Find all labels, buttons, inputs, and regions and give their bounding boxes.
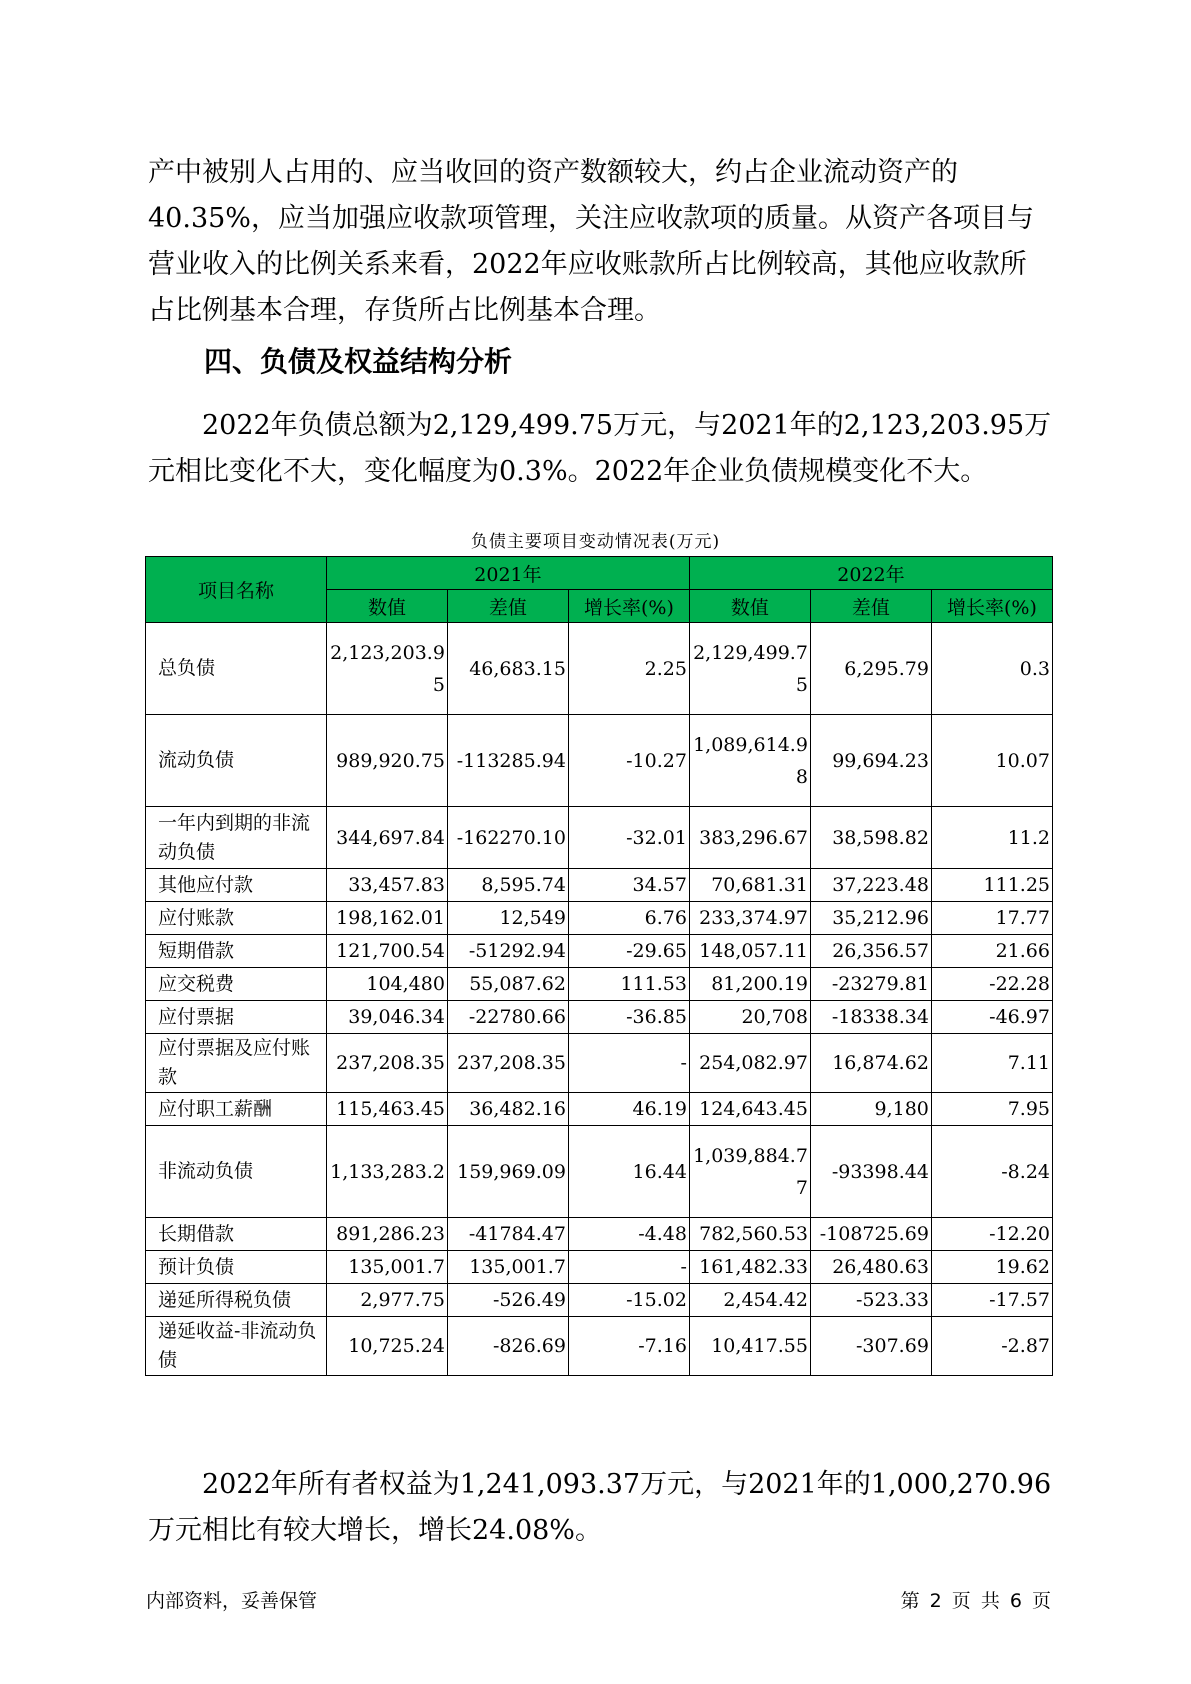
cell-value-2022: 254,082.97	[689, 1034, 810, 1093]
cell-rate-2022: 7.11	[931, 1034, 1052, 1093]
cell-value-2022: 81,200.19	[689, 968, 810, 1001]
row-name: 其他应付款	[146, 869, 327, 902]
cell-rate-2021: -15.02	[568, 1284, 689, 1317]
footer-page-number: 第 2 页 共 6 页	[900, 1590, 1051, 1612]
cell-value-2021: 33,457.83	[326, 869, 447, 902]
cell-diff-2021: 36,482.16	[447, 1093, 568, 1126]
row-name: 应交税费	[146, 968, 327, 1001]
cell-diff-2021: -526.49	[447, 1284, 568, 1317]
paragraph-assets-analysis: 产中被别人占用的、应当收回的资产数额较大，约占企业流动资产的40.35%，应当加强应收款项管理，关注应收款项的质量。从资产各项目与营业收入的比例关系来看，2022年应收账款所占比例较高，其他应收款所占比例基本合理，存货所占比例基本合理。	[148, 157, 1034, 326]
table-row	[146, 1093, 1053, 1126]
cell-diff-2022: 37,223.48	[810, 869, 931, 902]
paragraph-equity: 2022年所有者权益为1,241,093.37万元，与2021年的1,000,270.96万元相比有较大增长，增长24.08%。	[148, 1469, 1052, 1546]
cell-diff-2022: -93398.44	[810, 1126, 931, 1218]
cell-diff-2021: -113285.94	[447, 715, 568, 807]
cell-rate-2021: 46.19	[568, 1093, 689, 1126]
cell-diff-2021: 135,001.7	[447, 1251, 568, 1284]
row-name: 总负债	[146, 623, 327, 715]
table-row	[146, 902, 1053, 935]
cell-rate-2022: -22.28	[931, 968, 1052, 1001]
cell-value-2021: 104,480	[326, 968, 447, 1001]
table-row	[146, 935, 1053, 968]
row-name: 应付票据及应付账款	[146, 1034, 327, 1093]
cell-rate-2021: -	[568, 1251, 689, 1284]
cell-value-2021: 1,133,283.2	[326, 1126, 447, 1218]
header-value-2022: 数值	[689, 590, 810, 623]
cell-rate-2022: 111.25	[931, 869, 1052, 902]
row-name: 长期借款	[146, 1218, 327, 1251]
table-row	[146, 869, 1053, 902]
cell-diff-2021: -41784.47	[447, 1218, 568, 1251]
cell-rate-2022: 0.3	[931, 623, 1052, 715]
cell-rate-2022: 10.07	[931, 715, 1052, 807]
table-row	[146, 1034, 1053, 1093]
cell-value-2021: 344,697.84	[326, 807, 447, 869]
cell-rate-2022: 11.2	[931, 807, 1052, 869]
cell-diff-2022: 26,356.57	[810, 935, 931, 968]
cell-value-2022: 2,129,499.75	[689, 623, 810, 715]
header-diff-2022: 差值	[810, 590, 931, 623]
table-row	[146, 1126, 1053, 1218]
cell-diff-2022: -23279.81	[810, 968, 931, 1001]
cell-diff-2021: 46,683.15	[447, 623, 568, 715]
row-name: 非流动负债	[146, 1126, 327, 1218]
cell-value-2022: 70,681.31	[689, 869, 810, 902]
cell-value-2022: 148,057.11	[689, 935, 810, 968]
row-name: 一年内到期的非流动负债	[146, 807, 327, 869]
row-name: 递延所得税负债	[146, 1284, 327, 1317]
cell-rate-2022: 19.62	[931, 1251, 1052, 1284]
cell-rate-2021: -29.65	[568, 935, 689, 968]
cell-value-2022: 383,296.67	[689, 807, 810, 869]
cell-diff-2021: 12,549	[447, 902, 568, 935]
cell-diff-2022: 38,598.82	[810, 807, 931, 869]
cell-diff-2021: 55,087.62	[447, 968, 568, 1001]
cell-value-2021: 10,725.24	[326, 1317, 447, 1376]
row-name: 流动负债	[146, 715, 327, 807]
cell-diff-2021: 8,595.74	[447, 869, 568, 902]
header-year-2022: 2022年	[689, 557, 1052, 590]
cell-value-2021: 891,286.23	[326, 1218, 447, 1251]
header-year-2021: 2021年	[326, 557, 689, 590]
header-value-2021: 数值	[326, 590, 447, 623]
table-row	[146, 623, 1053, 715]
cell-rate-2022: -8.24	[931, 1126, 1052, 1218]
cell-rate-2021: -32.01	[568, 807, 689, 869]
table-row	[146, 1317, 1053, 1376]
cell-diff-2022: 6,295.79	[810, 623, 931, 715]
header-rate-2022: 增长率(%)	[931, 590, 1052, 623]
cell-value-2021: 121,700.54	[326, 935, 447, 968]
cell-diff-2021: -51292.94	[447, 935, 568, 968]
cell-diff-2021: -826.69	[447, 1317, 568, 1376]
table-row	[146, 1251, 1053, 1284]
cell-rate-2022: -2.87	[931, 1317, 1052, 1376]
table-row	[146, 807, 1053, 869]
cell-rate-2022: 7.95	[931, 1093, 1052, 1126]
cell-rate-2021: 111.53	[568, 968, 689, 1001]
cell-rate-2022: 21.66	[931, 935, 1052, 968]
row-name: 应付账款	[146, 902, 327, 935]
row-name: 应付职工薪酬	[146, 1093, 327, 1126]
cell-rate-2022: 17.77	[931, 902, 1052, 935]
header-diff-2021: 差值	[447, 590, 568, 623]
cell-diff-2022: 16,874.62	[810, 1034, 931, 1093]
table-row	[146, 1284, 1053, 1317]
row-name: 应付票据	[146, 1001, 327, 1034]
cell-diff-2022: -18338.34	[810, 1001, 931, 1034]
cell-diff-2022: 35,212.96	[810, 902, 931, 935]
cell-diff-2021: -162270.10	[447, 807, 568, 869]
row-name: 预计负债	[146, 1251, 327, 1284]
header-item-name: 项目名称	[146, 557, 327, 623]
cell-value-2021: 115,463.45	[326, 1093, 447, 1126]
cell-value-2022: 1,089,614.98	[689, 715, 810, 807]
cell-rate-2022: -46.97	[931, 1001, 1052, 1034]
cell-rate-2021: 16.44	[568, 1126, 689, 1218]
liabilities-table	[145, 556, 1053, 1376]
table-row	[146, 968, 1053, 1001]
cell-rate-2021: -10.27	[568, 715, 689, 807]
cell-diff-2021: 159,969.09	[447, 1126, 568, 1218]
cell-rate-2021: -4.48	[568, 1218, 689, 1251]
cell-rate-2021: 34.57	[568, 869, 689, 902]
cell-rate-2022: -12.20	[931, 1218, 1052, 1251]
table-body	[146, 623, 1053, 1376]
cell-value-2021: 237,208.35	[326, 1034, 447, 1093]
cell-rate-2021: 6.76	[568, 902, 689, 935]
cell-value-2022: 782,560.53	[689, 1218, 810, 1251]
cell-diff-2022: -307.69	[810, 1317, 931, 1376]
cell-value-2022: 1,039,884.77	[689, 1126, 810, 1218]
cell-value-2021: 198,162.01	[326, 902, 447, 935]
row-name: 递延收益-非流动负债	[146, 1317, 327, 1376]
table-row	[146, 715, 1053, 807]
cell-diff-2022: 26,480.63	[810, 1251, 931, 1284]
cell-rate-2021: 2.25	[568, 623, 689, 715]
cell-value-2021: 135,001.7	[326, 1251, 447, 1284]
cell-rate-2021: -36.85	[568, 1001, 689, 1034]
cell-rate-2021: -	[568, 1034, 689, 1093]
cell-rate-2022: -17.57	[931, 1284, 1052, 1317]
header-rate-2021: 增长率(%)	[568, 590, 689, 623]
paragraph-liabilities-total: 2022年负债总额为2,129,499.75万元，与2021年的2,123,203.95万元相比变化不大，变化幅度为0.3%。2022年企业负债规模变化不大。	[148, 410, 1052, 487]
cell-value-2022: 10,417.55	[689, 1317, 810, 1376]
table-caption: 负债主要项目变动情况表(万元)	[470, 532, 721, 552]
cell-value-2021: 989,920.75	[326, 715, 447, 807]
cell-value-2022: 161,482.33	[689, 1251, 810, 1284]
cell-value-2021: 2,977.75	[326, 1284, 447, 1317]
cell-diff-2022: 9,180	[810, 1093, 931, 1126]
cell-diff-2022: -523.33	[810, 1284, 931, 1317]
table-row	[146, 1001, 1053, 1034]
cell-diff-2022: -108725.69	[810, 1218, 931, 1251]
cell-diff-2022: 99,694.23	[810, 715, 931, 807]
cell-value-2021: 39,046.34	[326, 1001, 447, 1034]
cell-diff-2021: 237,208.35	[447, 1034, 568, 1093]
cell-value-2022: 20,708	[689, 1001, 810, 1034]
footer-confidential: 内部资料，妥善保管	[146, 1590, 318, 1612]
cell-value-2022: 2,454.42	[689, 1284, 810, 1317]
cell-diff-2021: -22780.66	[447, 1001, 568, 1034]
cell-value-2022: 233,374.97	[689, 902, 810, 935]
row-name: 短期借款	[146, 935, 327, 968]
cell-rate-2021: -7.16	[568, 1317, 689, 1376]
cell-value-2021: 2,123,203.95	[326, 623, 447, 715]
cell-value-2022: 124,643.45	[689, 1093, 810, 1126]
section-heading: 四、负债及权益结构分析	[204, 345, 513, 378]
table-row	[146, 1218, 1053, 1251]
